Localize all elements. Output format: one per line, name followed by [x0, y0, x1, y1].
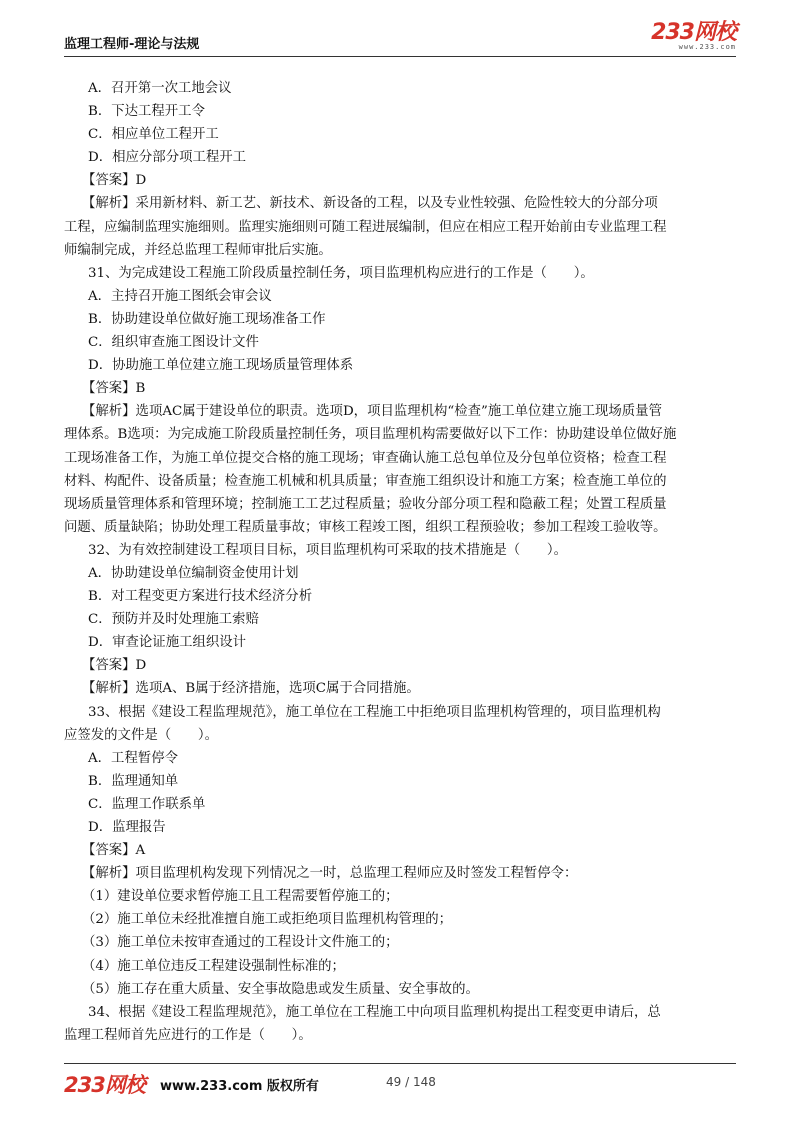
text-line: C．监理工作联系单 — [88, 796, 206, 812]
text-line: B．监理通知单 — [88, 773, 179, 789]
copyright-text: www.233.com 版权所有 — [160, 1079, 319, 1094]
text-line: 工程，应编制监理实施细则。监理实施细则可随工程进展编制，但应在相应工程开始前由专业监理工程 — [64, 219, 667, 235]
text-line: 34、根据《建设工程监理规范》，施工单位在工程施工中向项目监理机构提出工程变更申请后，总 — [88, 1004, 661, 1020]
text-line: A．工程暂停令 — [88, 750, 179, 766]
page-number: 49 / 148 — [386, 1075, 436, 1089]
text-line: C．相应单位工程开工 — [88, 127, 219, 143]
page-footer — [64, 1063, 736, 1103]
brand-logo — [651, 22, 736, 51]
text-line: （2）施工单位未经批准擅自施工或拒绝项目监理机构管理的； — [82, 912, 453, 928]
text-line: （1）建设单位要求暂停施工且工程需要暂停施工的； — [82, 889, 399, 905]
text-line: 材料、构配件、设备质量；检查施工机械和机具质量；审查施工组织设计和施工方案；检查施工单位的 — [64, 473, 667, 489]
footer-logo: 233网校 — [64, 1073, 145, 1097]
text-line: A．主持召开施工图纸会审会议 — [88, 288, 272, 304]
logo-url: www.233.com — [678, 43, 736, 51]
header-divider — [64, 56, 736, 57]
footer-divider — [64, 1063, 736, 1064]
text-line: 【答案】B — [82, 381, 146, 397]
text-line: 理体系。B选项：为完成施工阶段质量控制任务，项目监理机构需要做好以下工作：协助建设单位做好施 — [64, 427, 677, 443]
text-line: 【答案】D — [82, 658, 147, 674]
text-line: 33、根据《建设工程监理规范》，施工单位在工程施工中拒绝项目监理机构管理的，项目监理机构 — [88, 704, 661, 720]
text-line: 【答案】D — [82, 173, 147, 189]
text-line: D．审查论证施工组织设计 — [88, 635, 247, 651]
text-line: C．预防并及时处理施工索赔 — [88, 612, 259, 628]
text-line: 问题、质量缺陷；协助处理工程质量事故；审核工程竣工图，组织工程预验收；参加工程竣工验收等。 — [64, 519, 667, 535]
text-line: D．协助施工单位建立施工现场质量管理体系 — [88, 358, 354, 374]
text-line: （4）施工单位违反工程建设强制性标准的； — [82, 958, 345, 974]
text-line: 应签发的文件是（ ）。 — [64, 727, 218, 743]
text-line: B．协助建设单位做好施工现场准备工作 — [88, 311, 326, 327]
document-body — [64, 77, 736, 1047]
text-line: 现场质量管理体系和管理环境；控制施工工艺过程质量；验收分部分项工程和隐蔽工程；处置工程质量 — [64, 496, 667, 512]
text-line: 【解析】采用新材料、新工艺、新技术、新设备的工程，以及专业性较强、危险性较大的分部分项 — [82, 196, 658, 212]
page-header — [64, 0, 736, 62]
text-line: 工现场准备工作，为施工单位提交合格的施工现场；审查确认施工总包单位及分包单位资格；检查工程 — [64, 450, 667, 466]
text-line: C．组织审查施工图设计文件 — [88, 335, 259, 351]
logo-text: 233网校 — [651, 20, 736, 45]
text-line: 【解析】项目监理机构发现下列情况之一时，总监理工程师应及时签发工程暂停令： — [82, 866, 578, 882]
text-line: B．对工程变更方案进行技术经济分析 — [88, 589, 313, 605]
text-line: 【解析】选项A、B属于经济措施，选项C属于合同措施。 — [82, 681, 420, 697]
text-line: B．下达工程开工令 — [88, 104, 205, 120]
text-line: A．协助建设单位编制资金使用计划 — [88, 565, 299, 581]
text-line: 【解析】选项AC属于建设单位的职责。选项D，项目监理机构“检查”施工单位建立施工现场质量管 — [82, 404, 662, 420]
text-line: 【答案】A — [82, 843, 146, 859]
text-line: 师编制完成，并经总监理工程师审批后实施。 — [64, 242, 332, 258]
text-line: D．相应分部分项工程开工 — [88, 150, 247, 166]
header-title: 监理工程师-理论与法规 — [64, 37, 200, 52]
text-line: D．监理报告 — [88, 820, 166, 835]
text-line: （5）施工存在重大质量、安全事故隐患或发生质量、安全事故的。 — [82, 981, 479, 997]
text-line: （3）施工单位未按审查通过的工程设计文件施工的； — [82, 935, 399, 951]
text-line: 31、为完成建设工程施工阶段质量控制任务，项目监理机构应进行的工作是（ ）。 — [88, 265, 594, 281]
text-line: 监理工程师首先应进行的工作是（ ）。 — [64, 1027, 312, 1043]
text-line: A．召开第一次工地会议 — [88, 81, 232, 96]
text-line: 32、为有效控制建设工程项目目标，项目监理机构可采取的技术措施是（ ）。 — [88, 542, 568, 558]
